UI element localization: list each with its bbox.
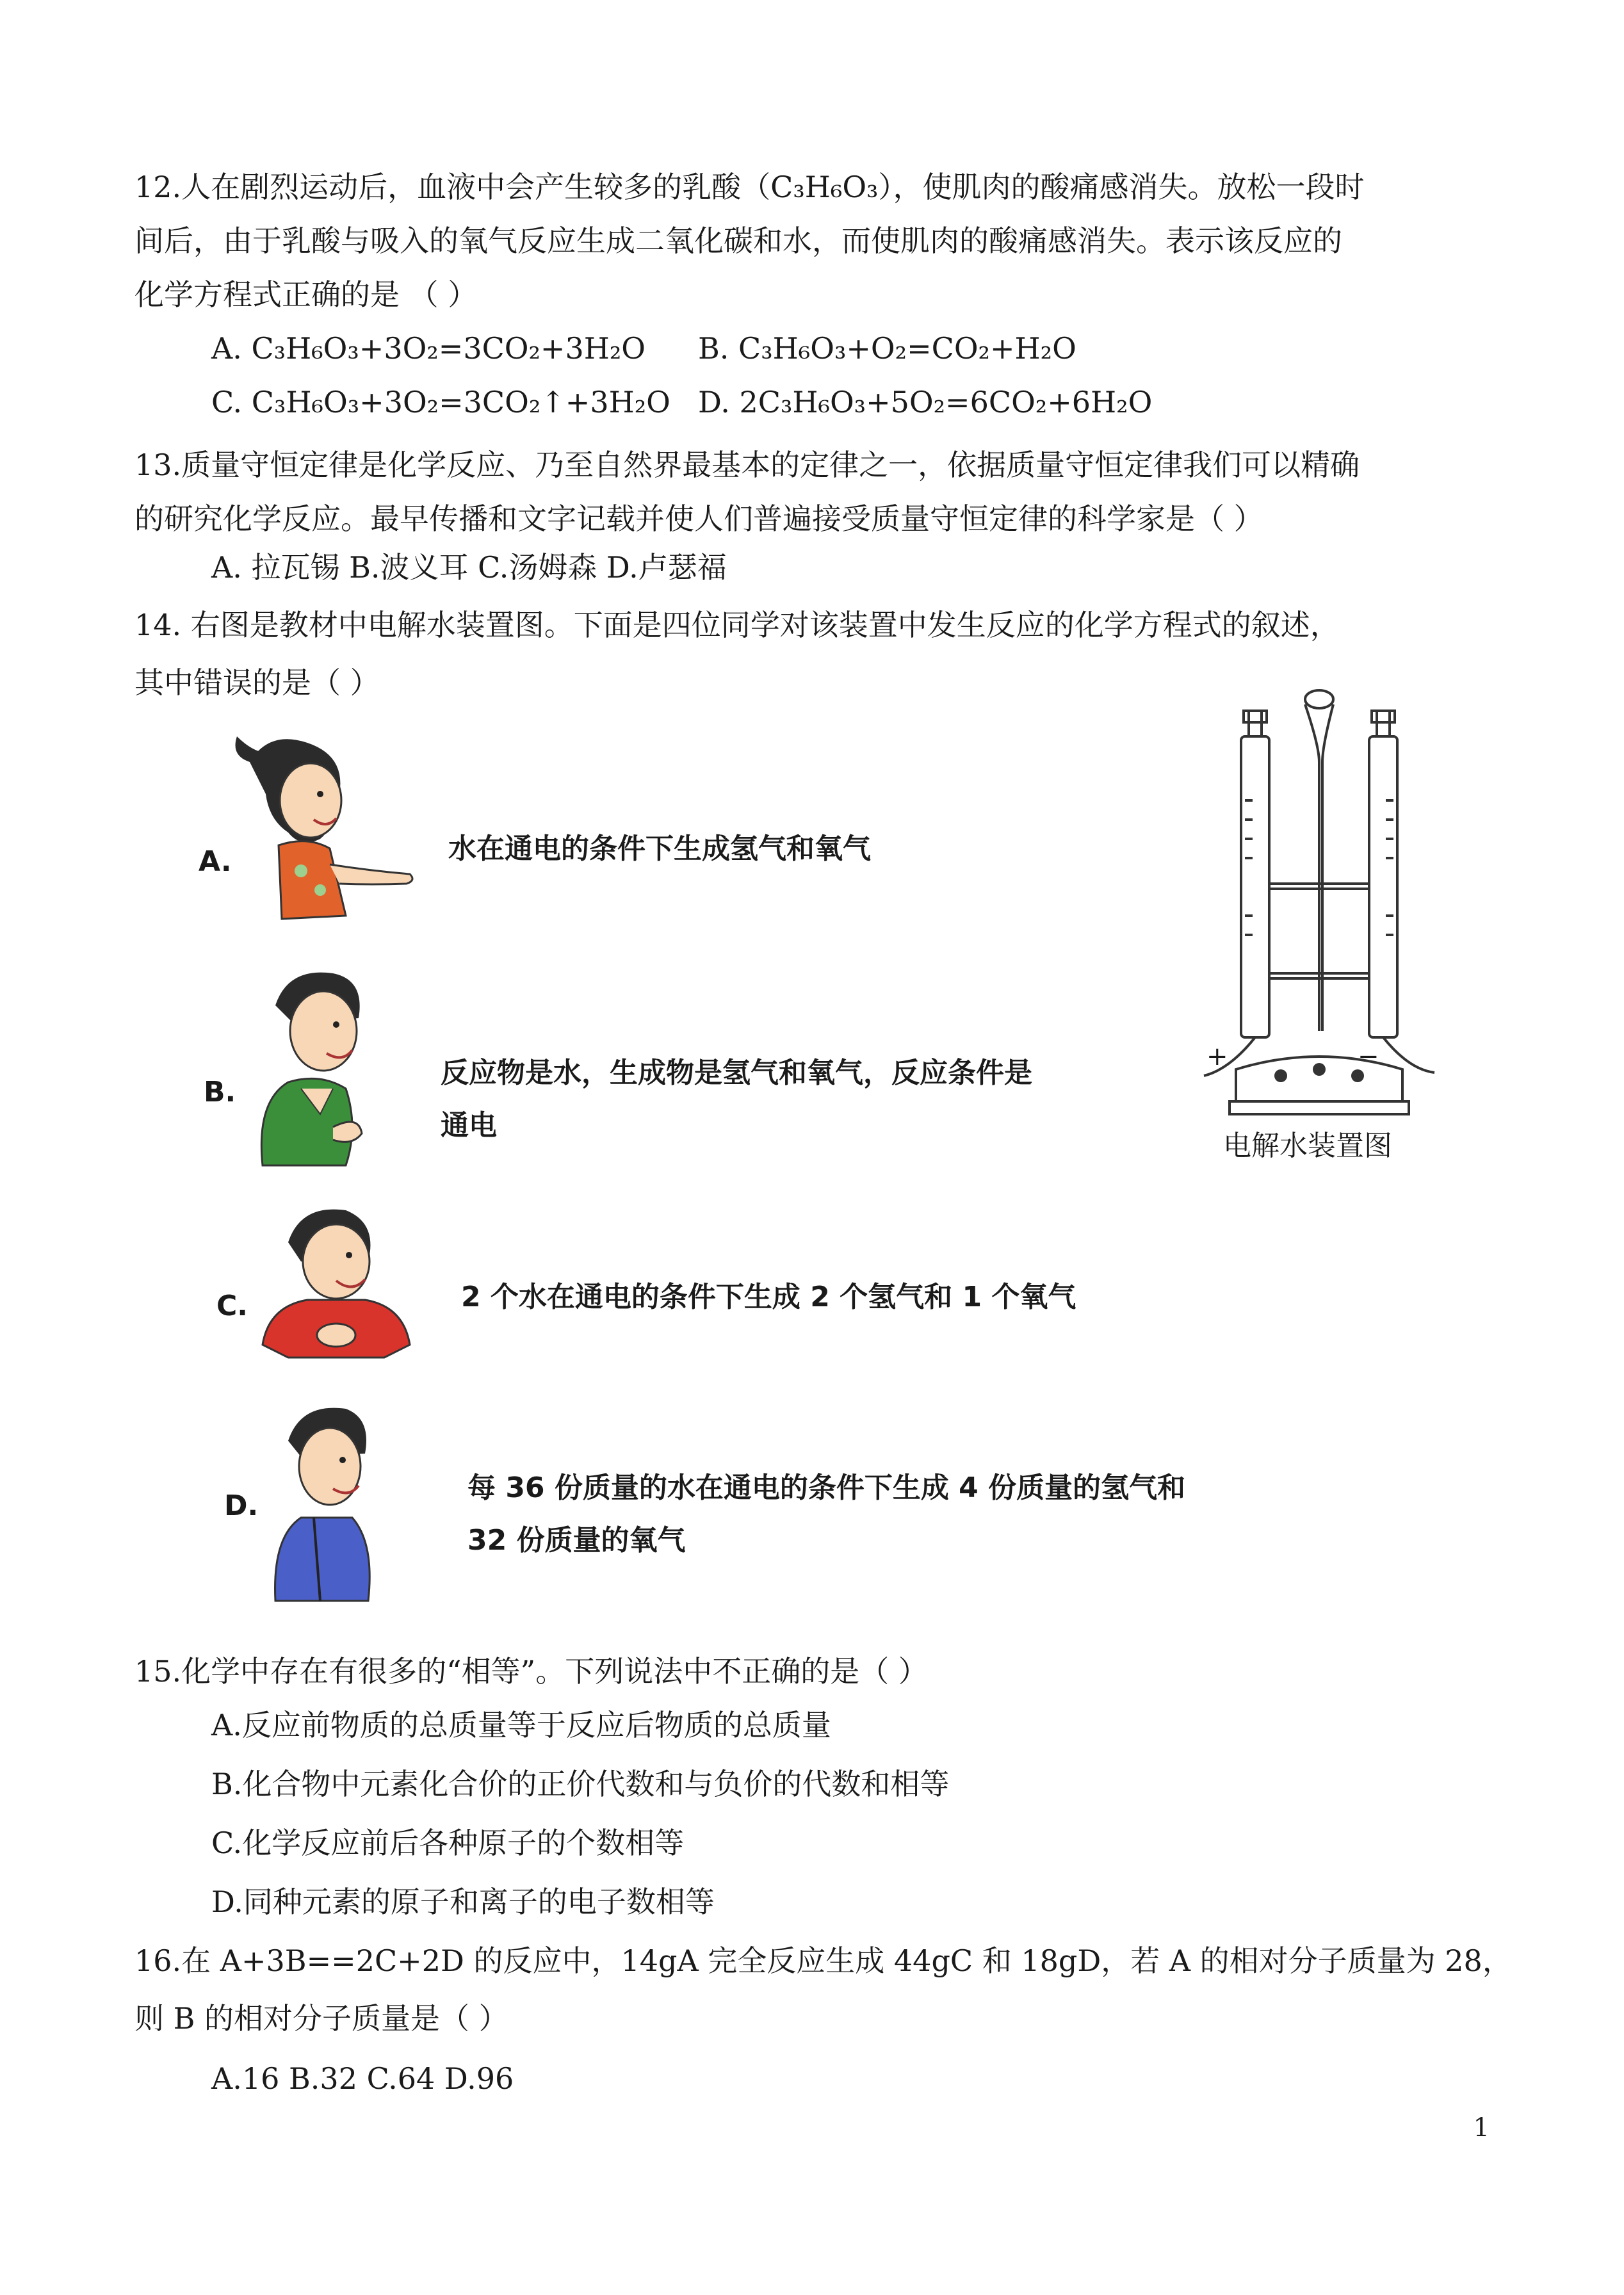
character-d-letter: D.: [224, 1489, 259, 1522]
q12-option-c: C. C₃H₆O₃+3O₂=3CO₂↑+3H₂O: [211, 385, 670, 419]
statement-b-line-1: 反应物是水，生成物是氢气和氧气，反应条件是: [441, 1057, 1032, 1089]
statement-b-line-2: 通电: [441, 1109, 497, 1142]
q12-option-b: B. C₃H₆O₃+O₂=CO₂+H₂O: [698, 331, 1076, 366]
q13-line-1: 13.质量守恒定律是化学反应、乃至自然界最基本的定律之一，依据质量守恒定律我们可以精确: [134, 448, 1360, 482]
q15-line-1: 15.化学中存在有很多的“相等”。下列说法中不正确的是（ ）: [134, 1654, 928, 1689]
q15-option-d: D.同种元素的原子和离子的电子数相等: [211, 1885, 715, 1919]
q13-options: A. 拉瓦锡 B.波义耳 C.汤姆森 D.卢瑟福: [211, 550, 727, 585]
q13-line-2: 的研究化学反应。最早传播和文字记载并使人们普遍接受质量守恒定律的科学家是（ ）: [134, 501, 1263, 536]
q12-line-1: 12.人在剧烈运动后，血液中会产生较多的乳酸（C₃H₆O₃），使肌肉的酸痛感消失。放松一段时: [134, 170, 1365, 204]
character-b-letter: B.: [204, 1076, 236, 1108]
boy-character-b-icon: [250, 961, 416, 1172]
q16-line-2: 则 B 的相对分子质量是（ ）: [134, 2001, 508, 2036]
q15-option-a: A.反应前物质的总质量等于反应后物质的总质量: [211, 1708, 831, 1742]
q12-line-3: 化学方程式正确的是 （ ）: [134, 277, 478, 312]
q14-line-1: 14. 右图是教材中电解水装置图。下面是四位同学对该装置中发生反应的化学方程式的叙述，: [134, 608, 1340, 642]
statement-d-line-1: 每 36 份质量的水在通电的条件下生成 4 份质量的氢气和: [467, 1472, 1186, 1504]
boy-character-d-icon: [263, 1396, 403, 1607]
electrolysis-apparatus-icon: [1191, 685, 1447, 1133]
girl-character-icon: [224, 724, 429, 935]
q14-line-2: 其中错误的是（ ）: [134, 665, 380, 700]
figure-caption: 电解水装置图: [1223, 1130, 1392, 1162]
boy-character-c-icon: [256, 1197, 423, 1364]
q16-line-1: 16.在 A+3B==2C+2D 的反应中，14gA 完全反应生成 44gC 和 18gD，若 A 的相对分子质量为 28，: [134, 1943, 1512, 1978]
negative-terminal-label: −: [1358, 1042, 1379, 1071]
statement-a: 水在通电的条件下生成氢气和氧气: [448, 832, 871, 865]
statement-c: 2 个水在通电的条件下生成 2 个氢气和 1 个氧气: [461, 1281, 1076, 1313]
positive-terminal-label: +: [1206, 1042, 1228, 1071]
q15-option-c: C.化学反应前后各种原子的个数相等: [211, 1826, 685, 1860]
q15-option-b: B.化合物中元素化合价的正价代数和与负价的代数和相等: [211, 1767, 950, 1801]
q12-option-a: A. C₃H₆O₃+3O₂=3CO₂+3H₂O: [211, 331, 646, 366]
q12-option-d: D. 2C₃H₆O₃+5O₂=6CO₂+6H₂O: [698, 385, 1153, 419]
statement-d-line-2: 32 份质量的氧气: [467, 1524, 686, 1557]
page-number: 1: [1473, 2113, 1490, 2143]
q12-line-2: 间后，由于乳酸与吸入的氧气反应生成二氧化碳和水，而使肌肉的酸痛感消失。表示该反应的: [134, 223, 1342, 258]
character-a-letter: A.: [199, 845, 232, 878]
q16-options: A.16 B.32 C.64 D.96: [211, 2061, 514, 2096]
character-c-letter: C.: [216, 1290, 248, 1322]
